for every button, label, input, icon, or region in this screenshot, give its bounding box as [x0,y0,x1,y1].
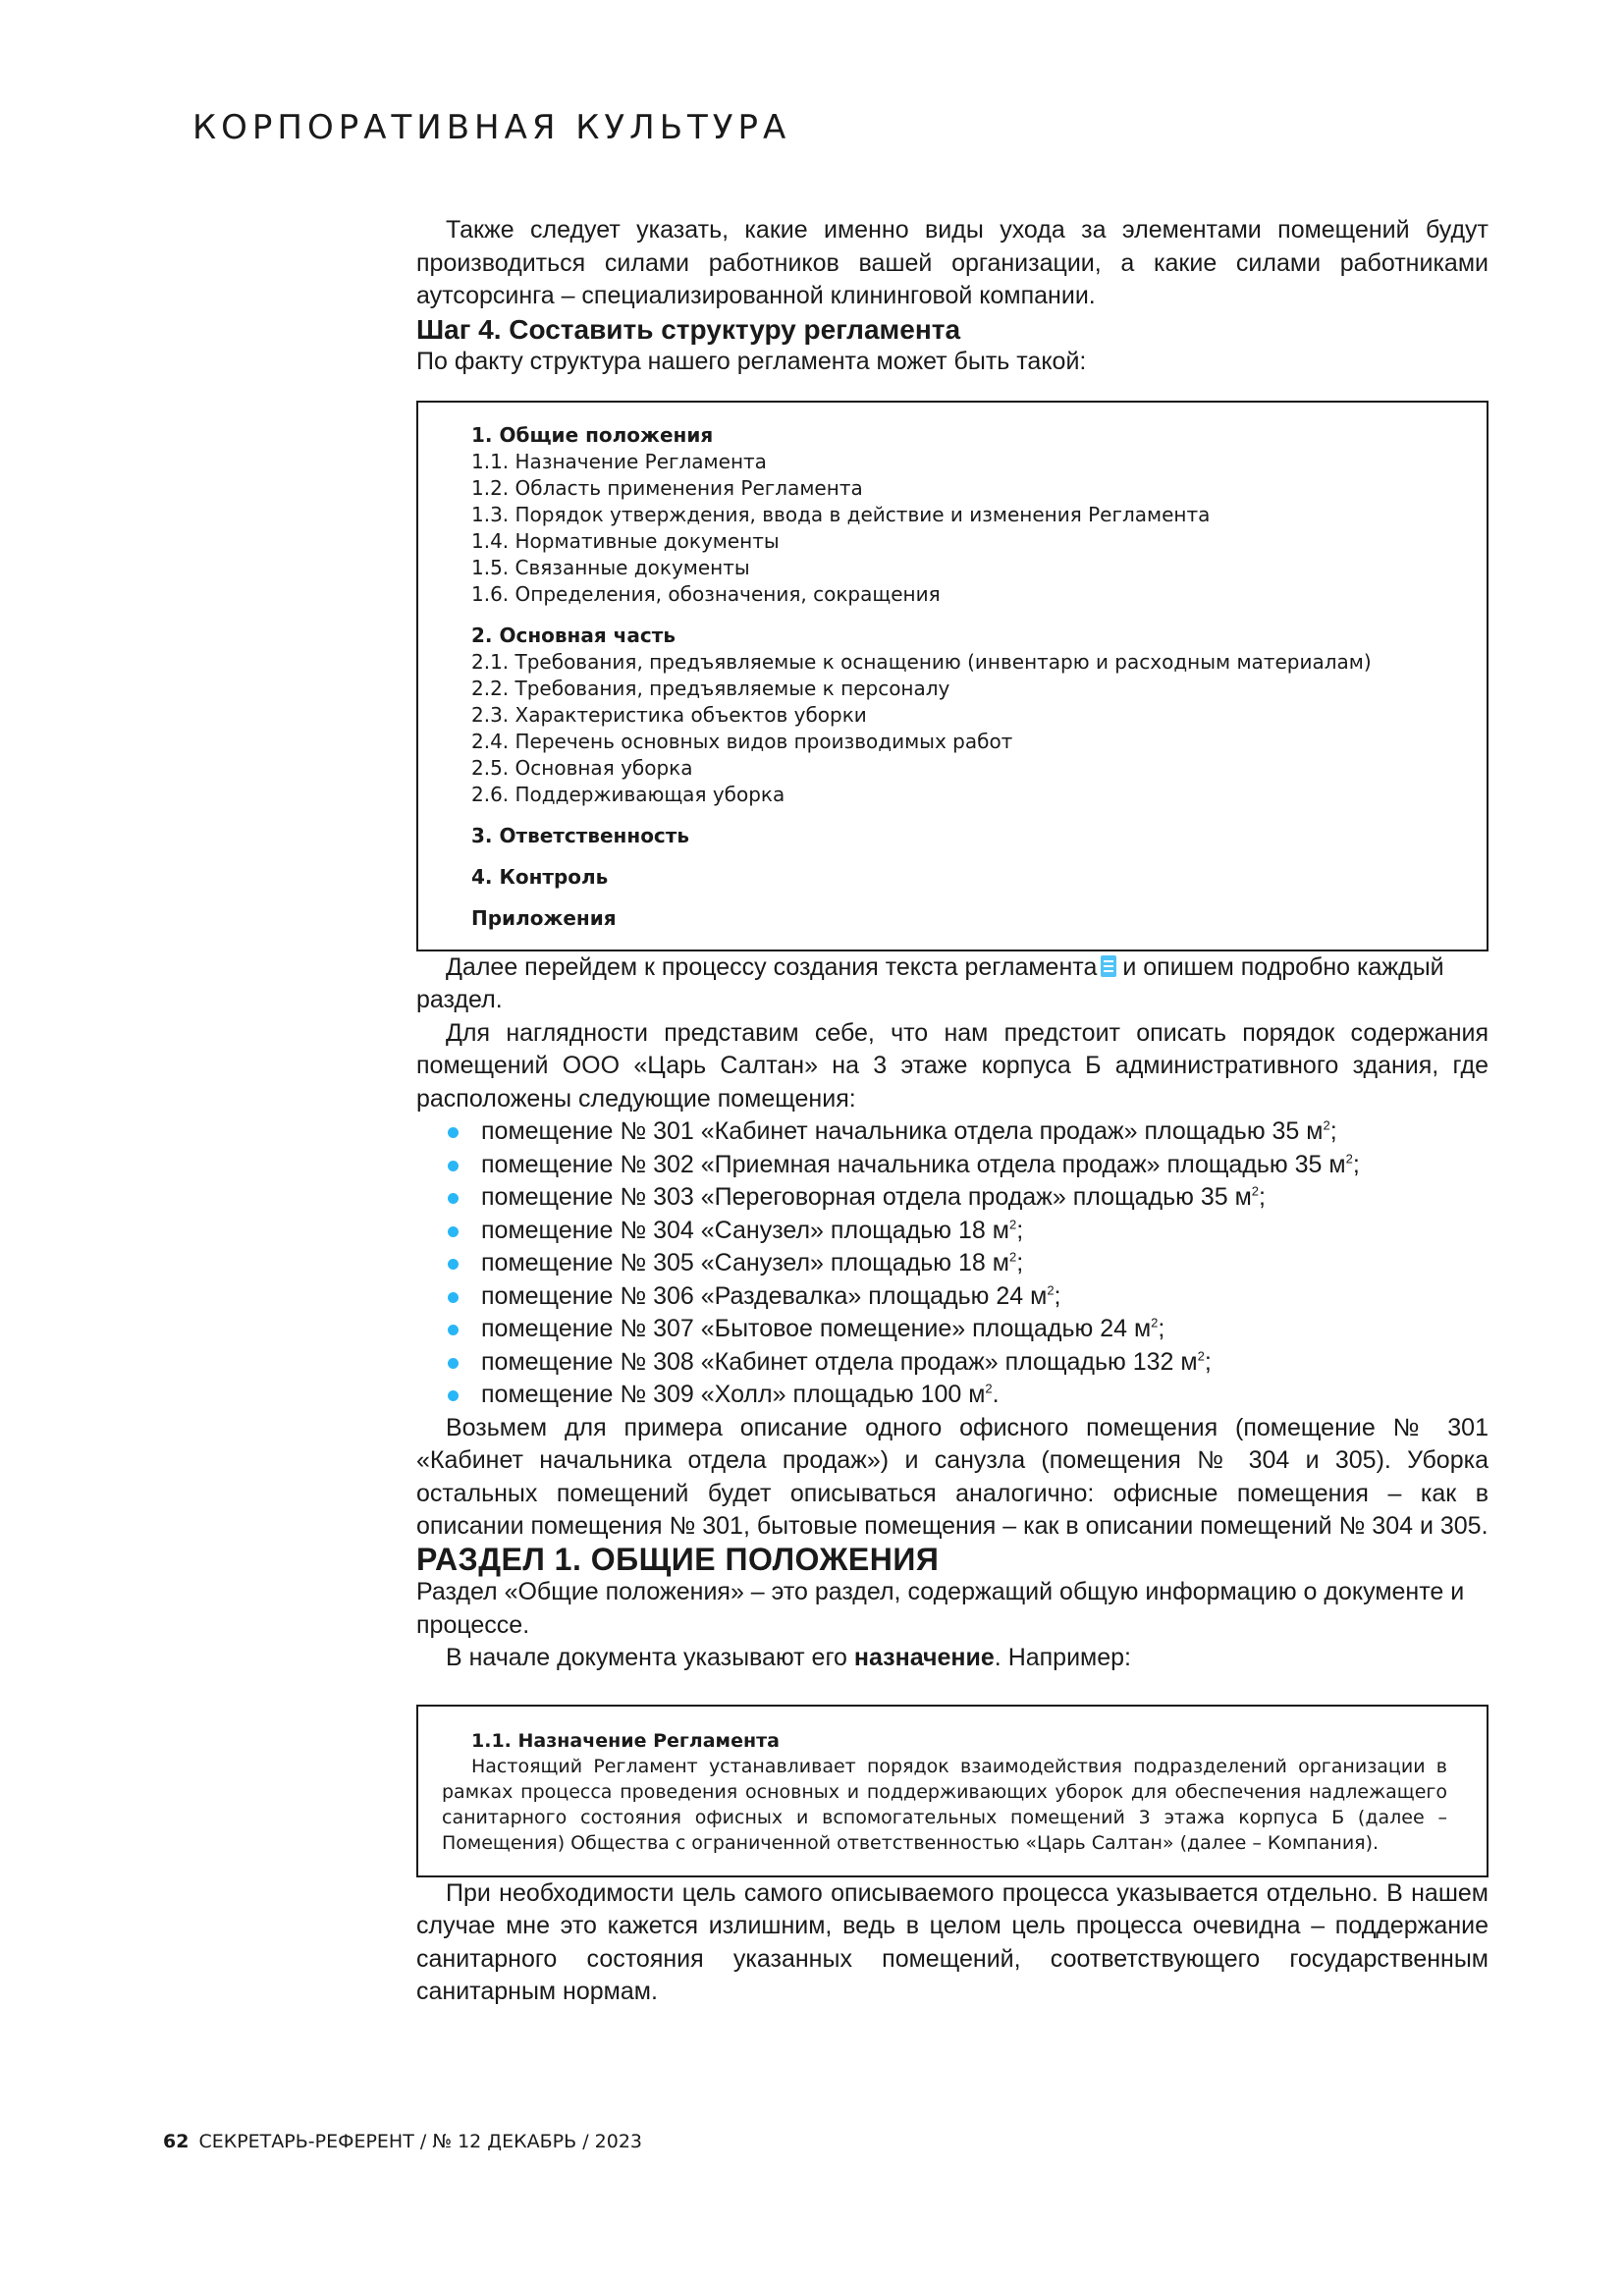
article-body [416,214,1489,2009]
list-item: помещение № 304 «Санузел» площадью 18 $м^2$; [448,1215,1489,1248]
section1-paragraph-1: Раздел «Общие положения» – это раздел, содержащий общую информацию о документе и процессе. [416,1578,1465,1639]
journal-issue: СЕКРЕТАРЬ-РЕФЕРЕНТ / № 12 ДЕКАБРЬ / 2023 [198,2131,642,2152]
structure-item: 2.3. Характеристика объектов уборки [471,702,867,727]
list-item: помещение № 306 «Раздевалка» площадью 24 $м^2$; [448,1280,1489,1314]
structure-item: 2.2. Требования, предъявляемые к персоналу [471,676,950,700]
structure-item: 2.5. Основная уборка [471,755,693,780]
p1-text-after: и опишем подробно каждый раздел. [416,952,1444,1013]
example-box-text: Настоящий Регламент устанавливает порядок взаимодействия подразделений организации в рамках процесса проведения основных и поддерживающих уборок для обеспечения надлежащего санитарного состояния офисных и вспомогательных помещений 3 этажа корпуса Б (далее – Помещения) Общества с ограниченной ответственностью «Царь Салтан» (далее – Компания). [442,1755,1447,1854]
body-paragraph-1 [416,951,1489,1017]
structure-item: 2.6. Поддерживающая уборка [471,782,785,806]
rooms-list [416,1115,1489,1412]
structure-item: 1.1. Назначение Регламента [471,449,767,473]
list-item: помещение № 308 «Кабинет отдела продаж» площадью 132 $м^2$; [448,1346,1489,1380]
structure-item: 1.3. Порядок утверждения, ввода в действие и изменения Регламента [471,502,1211,526]
page-number: 62 [163,2131,189,2152]
bold-term: назначение [853,1644,995,1671]
list-item: помещение № 303 «Переговорная отдела продаж» площадью 35 $м^2$; [448,1181,1489,1215]
list-item: помещение № 309 «Холл» площадью 100 $м^2$. [448,1379,1489,1412]
structure-item: 2.1. Требования, предъявляемые к оснащению (инвентарю и расходным материалам) [471,649,1372,674]
p1-text-before: Далее перейдем к процессу создания текста регламента [446,952,1098,981]
structure-item: 1.6. Определения, обозначения, сокращения [471,581,941,606]
step4-lead: По факту структура нашего регламента может быть такой: [416,348,1087,375]
structure-item: 1.5. Связанные документы [471,555,750,579]
list-item: помещение № 301 «Кабинет начальника отдела продаж» площадью 35 $м^2$; [448,1115,1489,1149]
structure-item: 2.4. Перечень основных видов производимых работ [471,729,1013,753]
page-footer [163,2131,642,2152]
structure-item: 1.2. Область применения Регламента [471,475,863,500]
list-item: помещение № 305 «Санузел» площадью 18 $м^2$; [448,1247,1489,1280]
structure-section-1: 1. Общие положения [471,422,714,447]
intro-paragraph: Также следует указать, какие именно виды ухода за элементами помещений будут производиться силами работников вашей организации, а какие силами работниками аутсорсинга – специализированной клининговой компании. [416,216,1489,309]
structure-box [416,401,1489,951]
list-item: помещение № 302 «Приемная начальника отдела продаж» площадью 35 $м^2$; [448,1149,1489,1182]
structure-item: 1.4. Нормативные документы [471,528,780,553]
document-icon[interactable] [1101,955,1116,977]
structure-section-2: 2. Основная часть [471,623,676,647]
body-paragraph-3: Возьмем для примера описание одного офисного помещения (помещение № 301 «Кабинет начальника отдела продаж») и санузла (помещения № 304 и 305). Уборка остальных помещений будет описываться аналогично: офисные помещения – как в описании помещения № 301, бытовые помещения – как в описании помещений № 304 и 305. [416,1413,1489,1540]
structure-appendix: Приложения [471,905,617,930]
list-item: помещение № 307 «Бытовое помещение» площадью 24 $м^2$; [448,1313,1489,1346]
example-box-title: 1.1. Назначение Регламента [471,1729,780,1752]
section1-paragraph-2: В начале документа указывают его назначение. Например: [446,1644,1131,1671]
section1-paragraph-3: При необходимости цель самого описываемого процесса указывается отдельно. В нашем случае мне это кажется излишним, ведь в целом цель процесса очевидна – поддержание санитарного состояния указанных помещений, соответствующего государственным санитарным нормам. [416,1878,1489,2005]
running-header: КОРПОРАТИВНАЯ КУЛЬТУРА [192,108,791,147]
example-box [416,1705,1489,1877]
body-paragraph-2: Для наглядности представим себе, что нам предстоит описать порядок содержания помещений ООО «Царь Салтан» на 3 этаже корпуса Б административного здания, где расположены следующие помещения: [416,1018,1489,1113]
step4-heading: Шаг 4. Составить структуру регламента [416,313,961,345]
structure-section-4: 4. Контроль [471,864,609,889]
structure-section-3: 3. Ответственность [471,823,690,847]
section1-heading: РАЗДЕЛ 1. ОБЩИЕ ПОЛОЖЕНИЯ [416,1541,940,1577]
